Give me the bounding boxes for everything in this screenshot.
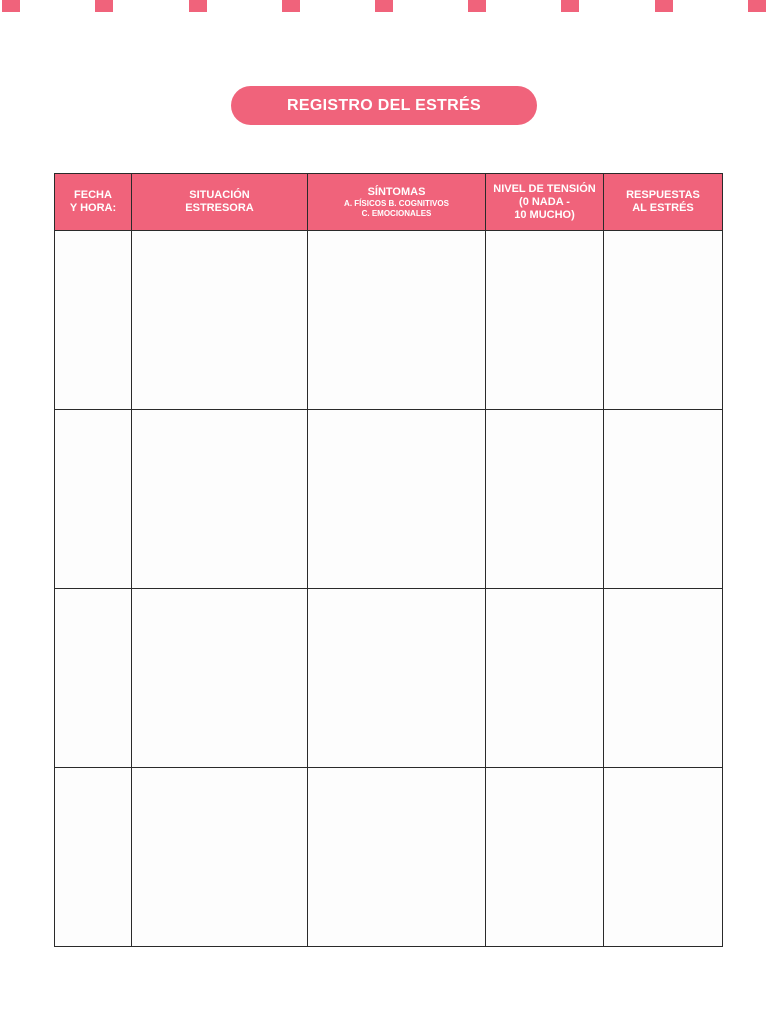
cell-sintomas[interactable] — [308, 410, 486, 589]
cell-situacion[interactable] — [132, 589, 308, 768]
header-line: ESTRESORA — [185, 202, 254, 214]
decorative-square — [95, 0, 113, 12]
decorative-square — [282, 0, 300, 12]
header-line: Y HORA: — [69, 202, 117, 214]
page-title: REGISTRO DEL ESTRÉS — [231, 86, 537, 125]
table-row — [55, 589, 723, 768]
cell-nivel-tension[interactable] — [486, 589, 604, 768]
cell-sintomas[interactable] — [308, 589, 486, 768]
cell-nivel-tension[interactable] — [486, 768, 604, 947]
column-header-nivel-tension — [486, 174, 604, 231]
header-line: RESPUESTAS — [626, 189, 700, 201]
cell-fecha[interactable] — [55, 410, 132, 589]
decorative-top-strip — [0, 0, 768, 12]
header-subline: A. FÍSICOS B. COGNITIVOS — [344, 198, 449, 208]
table-row — [55, 410, 723, 589]
header-subline: C. EMOCIONALES — [361, 208, 432, 218]
header-line: AL ESTRÉS — [632, 202, 694, 214]
cell-nivel-tension[interactable] — [486, 231, 604, 410]
header-line: SITUACIÓN — [189, 189, 250, 201]
header-line: NIVEL DE TENSIÓN — [493, 182, 596, 195]
cell-fecha[interactable] — [55, 768, 132, 947]
header-line: FECHA — [74, 189, 112, 201]
header-line: SÍNTOMAS — [367, 185, 426, 198]
table-row — [55, 768, 723, 947]
cell-situacion[interactable] — [132, 768, 308, 947]
cell-situacion[interactable] — [132, 231, 308, 410]
table-header-row — [55, 174, 723, 231]
column-header-sintomas — [308, 174, 486, 231]
column-header-situacion — [132, 174, 308, 231]
cell-respuestas[interactable] — [604, 231, 723, 410]
cell-respuestas[interactable] — [604, 768, 723, 947]
decorative-square — [468, 0, 486, 12]
header-line: 10 MUCHO) — [514, 208, 575, 221]
column-header-respuestas — [604, 174, 723, 231]
decorative-square — [2, 0, 20, 12]
header-line: (0 NADA - — [519, 195, 570, 208]
decorative-square — [189, 0, 207, 12]
cell-respuestas[interactable] — [604, 410, 723, 589]
column-header-fecha — [55, 174, 132, 231]
cell-nivel-tension[interactable] — [486, 410, 604, 589]
decorative-square — [375, 0, 393, 12]
cell-situacion[interactable] — [132, 410, 308, 589]
stress-register-table — [54, 173, 723, 947]
cell-fecha[interactable] — [55, 589, 132, 768]
cell-sintomas[interactable] — [308, 231, 486, 410]
decorative-square — [655, 0, 673, 12]
decorative-square — [561, 0, 579, 12]
cell-sintomas[interactable] — [308, 768, 486, 947]
decorative-square — [748, 0, 766, 12]
table-row — [55, 231, 723, 410]
cell-fecha[interactable] — [55, 231, 132, 410]
cell-respuestas[interactable] — [604, 589, 723, 768]
